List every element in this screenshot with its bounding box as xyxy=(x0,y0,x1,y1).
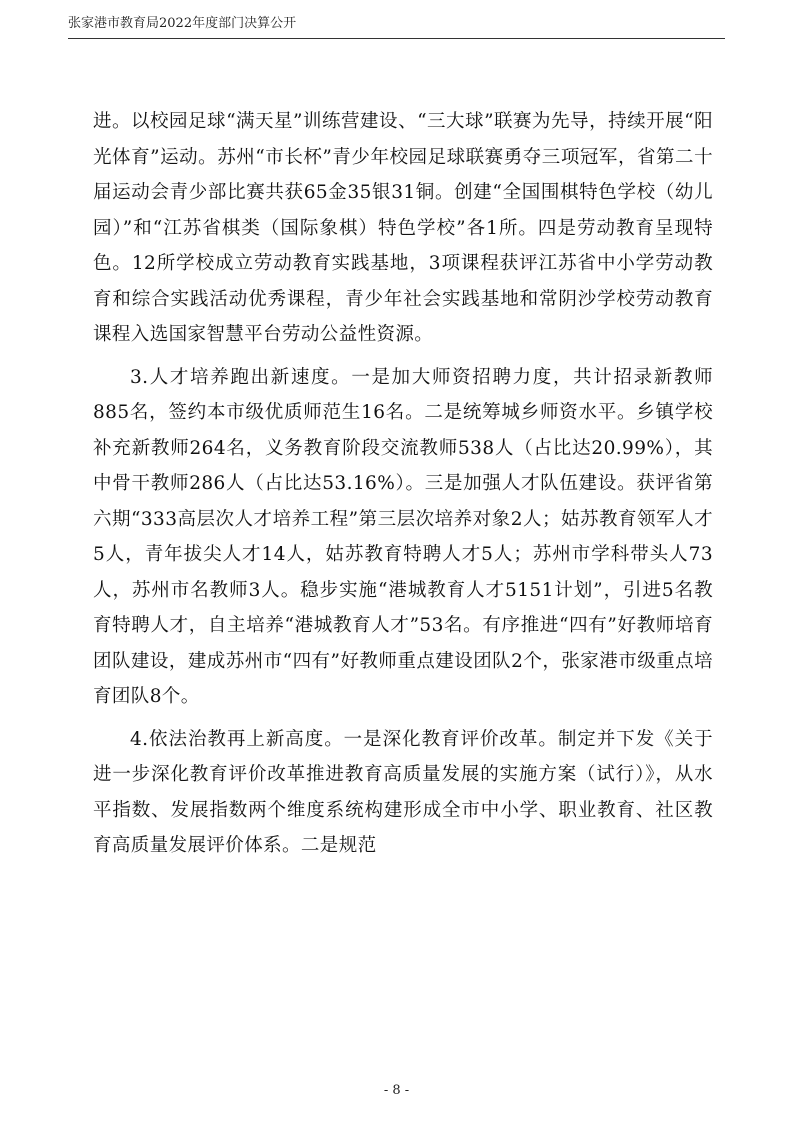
page-footer xyxy=(0,1083,793,1098)
paragraph-rule-of-law: 4.依法治教再上新高度。一是深化教育评价改革。制定并下发《关于进一步深化教育评价改革推进教育高质量发展的实施方案（试行）》，从水平指数、发展指数两个维度系统构建形成全市中小学、职业教育、社区教育高质量发展评价体系。二是规范 xyxy=(93,728,713,856)
page-header xyxy=(68,12,725,39)
paragraph-talent-training: 3.人才培养跑出新速度。一是加大师资招聘力度，共计招录新教师885名，签约本市级优质师范生16名。二是统筹城乡师资水平。乡镇学校补充新教师264名，义务教育阶段交流教师538人（占比达20.99%），其中骨干教师286人（占比达53.16%）。三是加强人才队伍建设。获评省第六期“333高层次人才培养工程”第三层次培养对象2人；姑苏教育领军人才5人，青年拔尖人才14人，姑苏教育特聘人才5人；苏州市学科带头人73人，苏州市名教师3人。稳步实施“港城教育人才5151计划”，引进5名教育特聘人才，自主培养“港城教育人才”53名。有序推进“四有”好教师培育团队建设，建成苏州市“四有”好教师重点建设团队2个，张家港市级重点培育团队8个。 xyxy=(93,366,713,707)
header-title: 张家港市教育局2022年度部门决算公开 xyxy=(68,16,297,31)
document-body xyxy=(93,104,713,864)
paragraph-continuation: 进。以校园足球“满天星”训练营建设、“三大球”联赛为先导，持续开展“阳光体育”运动。苏州“市长杯”青少年校园足球联赛勇夺三项冠军，省第二十届运动会青少部比赛共获65金35银31铜。创建“全国围棋特色学校（幼儿园）”和“江苏省棋类（国际象棋）特色学校”各1所。四是劳动教育呈现特色。12所学校成立劳动教育实践基地，3项课程获评江苏省中小学劳动教育和综合实践活动优秀课程，青少年社会实践基地和常阴沙学校劳动教育课程入选国家智慧平台劳动公益性资源。 xyxy=(93,111,713,345)
page-number: - 8 - xyxy=(383,1083,410,1098)
